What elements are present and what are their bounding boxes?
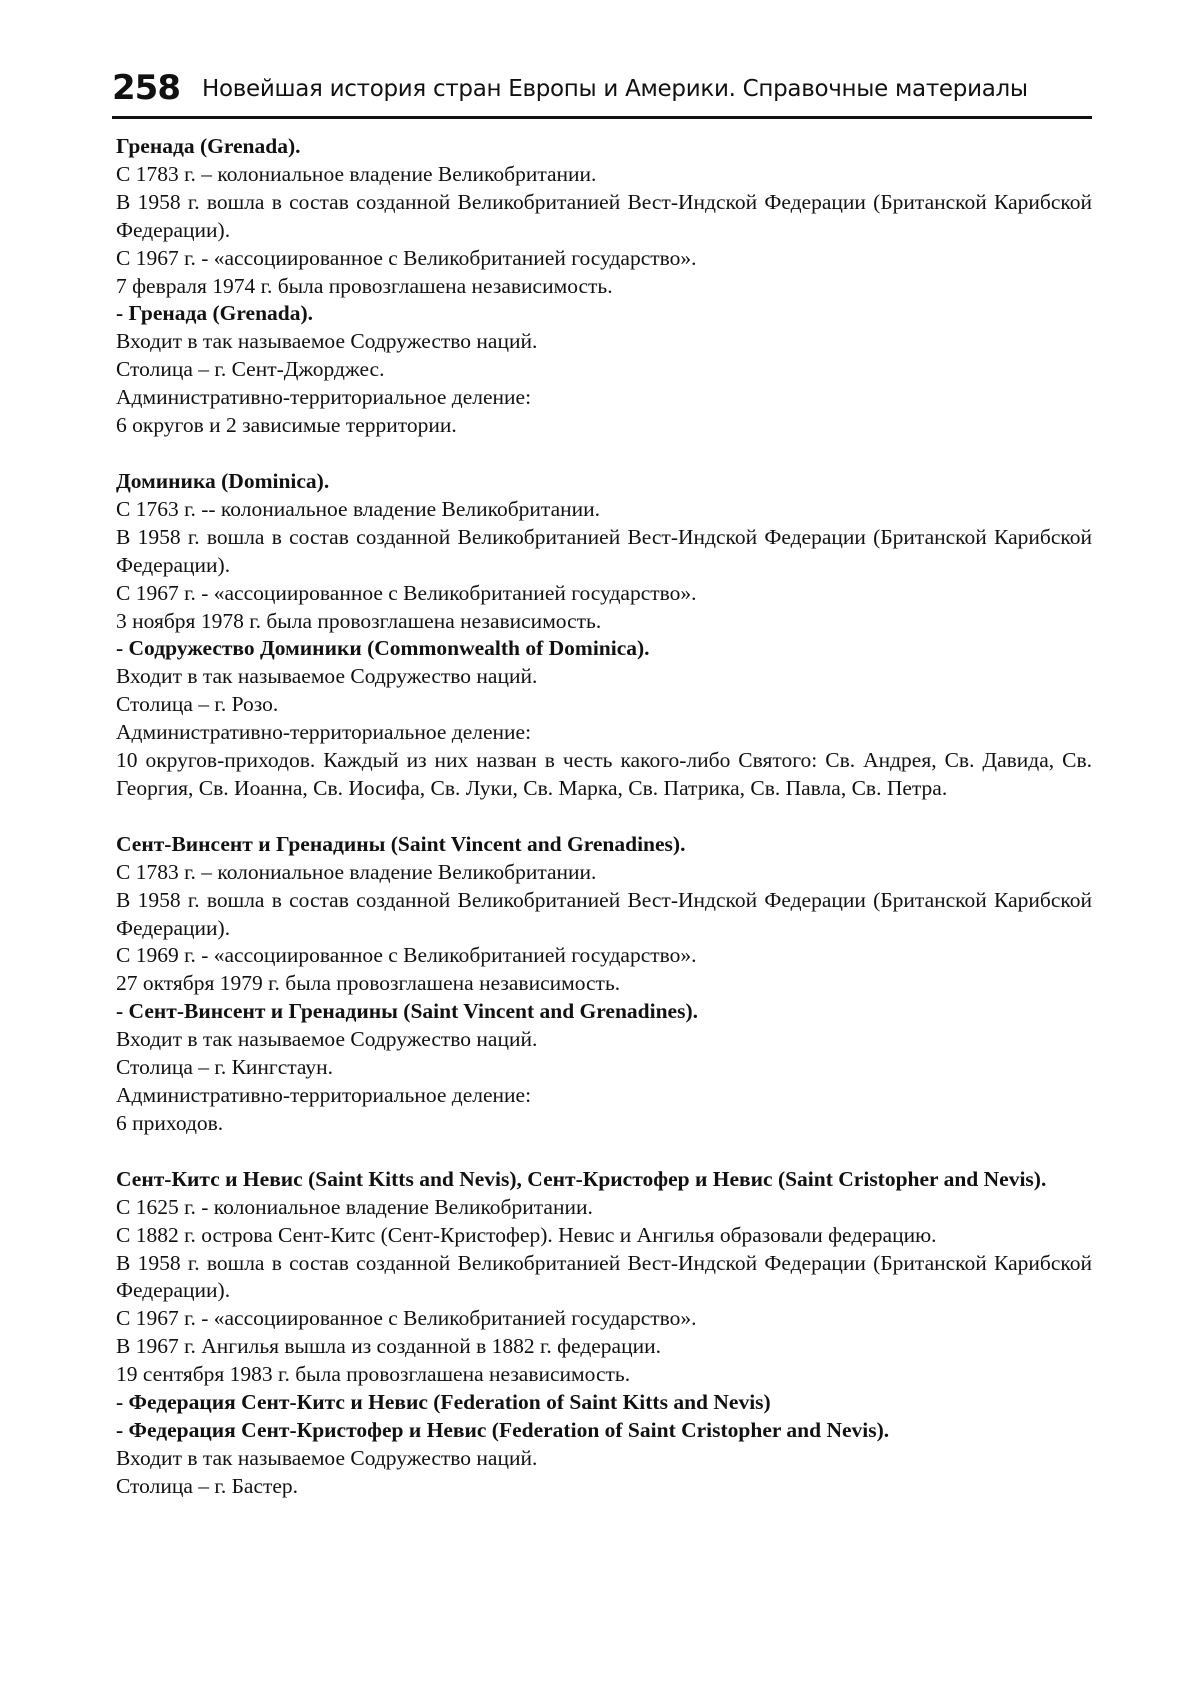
section-title: Гренада (Grenada). bbox=[116, 134, 301, 158]
division-line: 6 округов и 2 зависимые территории. bbox=[116, 413, 457, 438]
page-content bbox=[116, 133, 1092, 1501]
history-line: С 1882 г. острова Сент-Китс (Сент-Кристофер). Невис и Ангилья образовали федерацию. bbox=[116, 1222, 937, 1247]
history-line: С 1783 г. – колониальное владение Великобритании. bbox=[116, 161, 597, 186]
section-title: Сент-Китс и Невис (Saint Kitts and Nevis), Сент-Кристофер и Невис (Saint Cristopher and Nevis). bbox=[116, 1166, 1047, 1191]
commonwealth-line: Входит в так называемое Содружество наций. bbox=[116, 664, 538, 689]
division-line: 6 приходов. bbox=[116, 1110, 224, 1135]
history-line: 3 ноября 1978 г. была провозглашена независимость. bbox=[116, 608, 602, 633]
page-number: 258 bbox=[112, 68, 180, 108]
section-dominica bbox=[116, 468, 1092, 803]
history-line: В 1967 г. Ангилья вышла из созданной в 1882 г. федерации. bbox=[116, 1334, 661, 1359]
history-line: С 1967 г. - «ассоциированное с Великобританией государство». bbox=[116, 580, 697, 605]
section-spacer bbox=[116, 1138, 1092, 1166]
history-line: С 1967 г. - «ассоциированное с Великобританией государство». bbox=[116, 1306, 697, 1331]
section-saint-vincent bbox=[116, 831, 1092, 1138]
history-line: 27 октября 1979 г. была провозглашена независимость. bbox=[116, 971, 621, 996]
official-name: - Содружество Доминики (Commonwealth of Dominica). bbox=[116, 636, 650, 661]
section-title: Доминика (Dominica). bbox=[116, 468, 330, 493]
history-line: С 1625 г. - колониальное владение Великобритании. bbox=[116, 1194, 593, 1219]
capital-line: Столица – г. Кингстаун. bbox=[116, 1055, 334, 1080]
official-name: - Федерация Сент-Китс и Невис (Federation of Saint Kitts and Nevis) bbox=[116, 1390, 771, 1415]
running-title: Новейшая история стран Европы и Америки. Справочные материалы bbox=[202, 76, 1028, 102]
official-name: - Федерация Сент-Кристофер и Невис (Federation of Saint Cristopher and Nevis). bbox=[116, 1417, 890, 1442]
history-line: 19 сентября 1983 г. была провозглашена независимость. bbox=[116, 1362, 631, 1387]
history-line: С 1763 г. -- колониальное владение Великобритании. bbox=[116, 496, 601, 521]
history-line: В 1958 г. вошла в состав созданной Великобританией Вест-Индской Федерации (Британской Карибской Федерации). bbox=[116, 524, 1092, 577]
section-grenada bbox=[116, 133, 1092, 440]
division-line: 10 округов-приходов. Каждый из них назван в честь какого-либо Святого: Св. Андрея, Св. Давида, Св. Георгия, Св. Иоанна, Св. Иосифа, Св. Луки, Св. Марка, Св. Патрика, Св. Павла, Св. Петра. bbox=[116, 748, 1092, 800]
commonwealth-line: Входит в так называемое Содружество наций. bbox=[116, 1027, 538, 1052]
capital-line: Столица – г. Розо. bbox=[116, 692, 279, 717]
section-spacer bbox=[116, 803, 1092, 831]
history-line: В 1958 г. вошла в состав созданной Великобританией Вест-Индской Федерации (Британской Карибской Федерации). bbox=[116, 189, 1092, 242]
division-label: Административно-территориальное деление: bbox=[116, 1083, 532, 1107]
section-spacer bbox=[116, 440, 1092, 468]
section-title: Сент-Винсент и Гренадины (Saint Vincent and Grenadines). bbox=[116, 831, 686, 856]
history-line: С 1967 г. - «ассоциированное с Великобританией государство». bbox=[116, 245, 697, 270]
official-name: - Гренада (Grenada). bbox=[116, 301, 314, 326]
division-label: Административно-территориальное деление: bbox=[116, 385, 532, 410]
capital-line: Столица – г. Бастер. bbox=[116, 1473, 299, 1498]
history-line: 7 февраля 1974 г. была провозглашена независимость. bbox=[116, 273, 613, 298]
division-label: Административно-территориальное деление: bbox=[116, 720, 532, 745]
official-name: - Сент-Винсент и Гренадины (Saint Vincent and Grenadines). bbox=[116, 999, 698, 1024]
history-line: В 1958 г. вошла в состав созданной Великобританией Вест-Индской Федерации (Британской Карибской Федерации). bbox=[116, 887, 1092, 940]
history-line: С 1783 г. – колониальное владение Великобритании. bbox=[116, 859, 597, 884]
history-line: С 1969 г. - «ассоциированное с Великобританией государство». bbox=[116, 943, 697, 968]
section-saint-kitts bbox=[116, 1166, 1092, 1501]
capital-line: Столица – г. Сент-Джорджес. bbox=[116, 357, 385, 382]
page-header bbox=[112, 66, 1092, 119]
history-line: В 1958 г. вошла в состав созданной Великобританией Вест-Индской Федерации (Британской Карибской Федерации). bbox=[116, 1250, 1092, 1303]
commonwealth-line: Входит в так называемое Содружество наций. bbox=[116, 1445, 538, 1470]
commonwealth-line: Входит в так называемое Содружество наций. bbox=[116, 329, 538, 354]
